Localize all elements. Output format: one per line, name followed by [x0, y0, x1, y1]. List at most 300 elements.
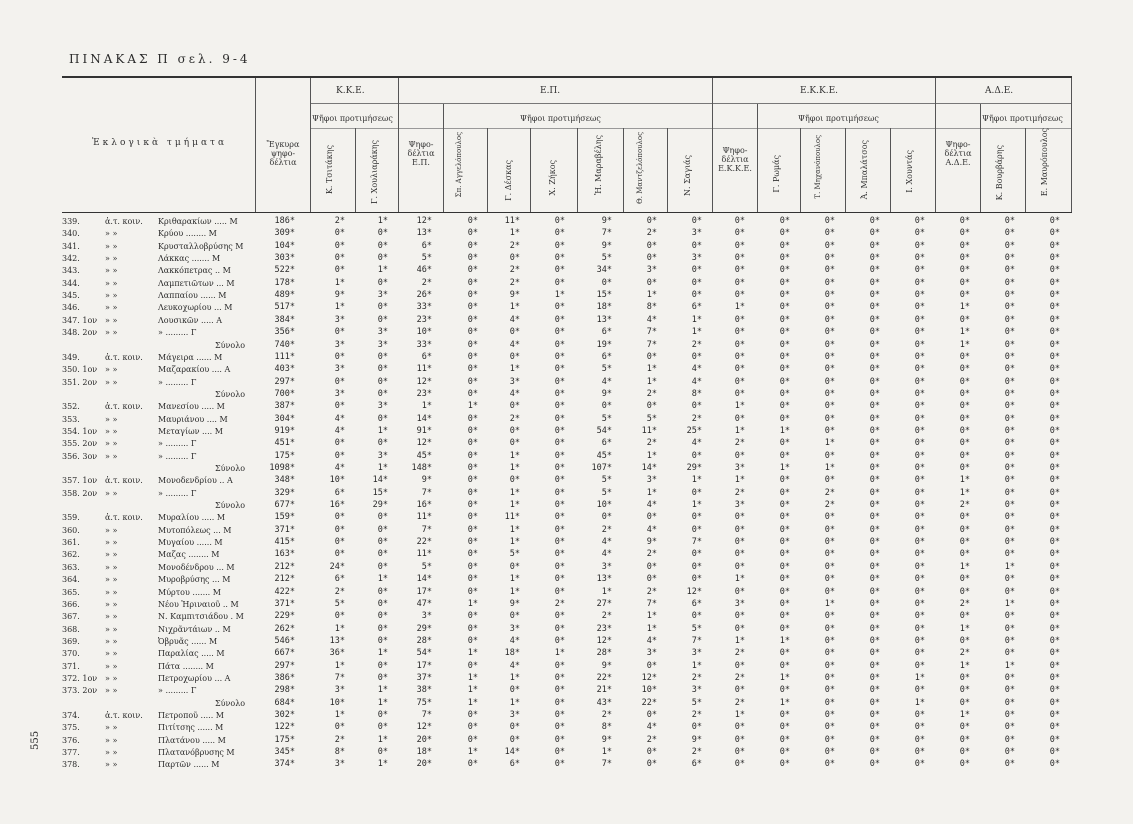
row-type: » » — [105, 760, 118, 770]
row-type: » » — [105, 439, 118, 449]
vote-cell: 0* — [824, 277, 835, 288]
vote-cell: 0* — [959, 747, 970, 758]
vote-cell: 0* — [1049, 500, 1060, 511]
vote-cell: 0* — [1004, 290, 1015, 301]
vote-cell: 0* — [914, 574, 925, 585]
vote-cell: 0* — [779, 648, 790, 659]
vote-cell: 1* — [824, 598, 835, 609]
vote-cell: 0* — [1049, 672, 1060, 683]
vote-cell: 0* — [646, 240, 657, 251]
vote-cell: 37* — [416, 672, 432, 683]
row-type: » » — [105, 599, 118, 609]
vote-cell: 1* — [377, 697, 388, 708]
vote-cell: 26* — [416, 290, 432, 301]
vote-cell: 9* — [509, 598, 520, 609]
vote-cell: 0* — [869, 290, 880, 301]
vote-cell: 10* — [329, 697, 345, 708]
top-rule — [62, 76, 1072, 78]
district-name: Κρυσταλλοβρύσης Μ — [158, 241, 244, 251]
vote-cell: 0* — [734, 376, 745, 387]
row-number: 364. — [62, 575, 80, 585]
vote-cell: 302* — [274, 710, 295, 720]
kke-pref-header: Ψῆφοι προτιμήσεως — [312, 114, 393, 123]
vote-cell: 0* — [824, 537, 835, 548]
vote-cell: 0* — [691, 240, 702, 251]
vote-cell: 22* — [416, 537, 432, 548]
table-row — [0, 661, 1133, 672]
vote-cell: 1* — [734, 475, 745, 486]
vote-cell: 1* — [554, 648, 565, 659]
vote-cell: 0* — [601, 277, 612, 288]
district-name: Κρύου ........ Μ — [158, 229, 217, 239]
vote-cell: 0* — [554, 463, 565, 473]
row-type: » » — [105, 550, 118, 560]
vote-cell: 0* — [377, 722, 388, 733]
vote-cell: 1* — [509, 537, 520, 548]
row-type: » » — [105, 587, 118, 597]
header-divider — [530, 128, 531, 212]
vote-cell: 5* — [691, 697, 702, 708]
vote-cell: 0* — [509, 722, 520, 733]
vote-cell: 0* — [779, 253, 790, 264]
vote-cell: 0* — [869, 722, 880, 733]
vote-cell: 1* — [734, 401, 745, 412]
vote-cell: 0* — [914, 561, 925, 572]
vote-cell: 0* — [869, 537, 880, 548]
vote-cell: 0* — [377, 561, 388, 572]
vote-cell: 0* — [1004, 710, 1015, 720]
vote-cell: 0* — [691, 351, 702, 362]
row-number: 340. — [62, 229, 80, 239]
vote-cell: 0* — [734, 450, 745, 461]
row-type: » » — [105, 278, 118, 288]
vote-cell: 5* — [421, 253, 432, 264]
row-type: » » — [105, 538, 118, 548]
vote-cell: 0* — [1004, 364, 1015, 375]
vote-cell: 0* — [377, 512, 388, 523]
vote-cell: 0* — [467, 302, 478, 313]
vote-cell: 0* — [377, 240, 388, 251]
vote-cell: 0* — [734, 660, 745, 671]
vote-cell: 8* — [334, 747, 345, 758]
row-number: 366. — [62, 599, 80, 609]
row-type: » » — [105, 266, 118, 276]
vote-cell: 0* — [1004, 611, 1015, 622]
vote-cell: 0* — [1049, 351, 1060, 362]
vote-cell: 29* — [372, 500, 388, 511]
district-name: Μαζαρακίου .... Α — [158, 365, 231, 375]
vote-cell: 11* — [416, 364, 432, 375]
vote-cell: 0* — [509, 438, 520, 449]
vote-cell: 0* — [1049, 302, 1060, 313]
row-type: ἀ.τ. κοιν. — [105, 513, 143, 523]
row-number: 346. — [62, 303, 80, 313]
ekke-pref-header: Ψῆφοι προτιμήσεως — [798, 114, 879, 123]
table-row — [0, 364, 1133, 375]
vote-cell: 0* — [334, 265, 345, 276]
row-number: 374. — [62, 711, 80, 720]
vote-cell: 0* — [377, 388, 388, 399]
vote-cell: 0* — [824, 413, 835, 424]
row-type: » » — [105, 649, 118, 659]
vote-cell: 0* — [646, 747, 657, 758]
row-number: 344. — [62, 278, 80, 288]
vote-cell: 9* — [601, 216, 612, 226]
vote-cell: 0* — [869, 598, 880, 609]
vote-cell: 0* — [509, 734, 520, 745]
vote-cell: 10* — [416, 327, 432, 338]
vote-cell: 0* — [869, 561, 880, 572]
vote-cell: 0* — [467, 734, 478, 745]
vote-cell: 21* — [596, 685, 612, 696]
vote-cell: 0* — [377, 314, 388, 325]
vote-cell: 1098* — [269, 463, 295, 473]
vote-cell: 0* — [779, 339, 790, 350]
vote-cell: 1* — [509, 302, 520, 313]
vote-cell: 0* — [824, 253, 835, 264]
row-type: » » — [105, 612, 118, 622]
table-row — [0, 648, 1133, 659]
header-divider — [890, 128, 891, 212]
vote-cell: 0* — [959, 388, 970, 399]
vote-cell: 0* — [824, 240, 835, 251]
row-type: » » — [105, 254, 118, 264]
header-divider — [1071, 78, 1072, 212]
vote-cell: 0* — [869, 759, 880, 770]
row-type: ἀ.τ. κοιν. — [105, 476, 143, 486]
vote-cell: 0* — [1004, 672, 1015, 683]
row-type: » » — [105, 562, 118, 572]
vote-cell: 0* — [959, 351, 970, 362]
vote-cell: 3* — [377, 401, 388, 412]
vote-cell: 91* — [416, 425, 432, 436]
vote-cell: 0* — [734, 339, 745, 350]
vote-cell: 5* — [334, 598, 345, 609]
vote-cell: 11* — [416, 549, 432, 560]
vote-cell: 919* — [274, 425, 295, 436]
vote-cell: 0* — [1004, 648, 1015, 659]
vote-cell: 0* — [467, 635, 478, 646]
vote-cell: 4* — [646, 635, 657, 646]
vote-cell: 1* — [554, 290, 565, 301]
vote-cell: 2* — [959, 648, 970, 659]
vote-cell: 0* — [914, 302, 925, 313]
vote-cell: 0* — [734, 586, 745, 597]
candidate-header: Χ. Ζήκος — [548, 160, 557, 196]
vote-cell: 0* — [869, 512, 880, 523]
vote-cell: 0* — [959, 425, 970, 436]
vote-cell: 415* — [274, 537, 295, 548]
vote-cell: 13* — [596, 314, 612, 325]
vote-cell: 4* — [601, 376, 612, 387]
vote-cell: 1* — [646, 611, 657, 622]
vote-cell: 0* — [869, 240, 880, 251]
district-name: Μαζας ........ Μ — [158, 550, 220, 560]
vote-cell: 0* — [377, 549, 388, 560]
vote-cell: 3* — [691, 253, 702, 264]
vote-cell: 1* — [334, 660, 345, 671]
row-type: » » — [105, 661, 118, 671]
vote-cell: 3* — [377, 290, 388, 301]
vote-cell: 0* — [824, 734, 835, 745]
vote-cell: 0* — [959, 216, 970, 226]
vote-cell: 2* — [734, 672, 745, 683]
row-number: 373. 2ον — [62, 686, 98, 696]
vote-cell: 4* — [691, 364, 702, 375]
vote-cell: 0* — [914, 487, 925, 498]
vote-cell: 0* — [734, 351, 745, 362]
vote-cell: 7* — [601, 228, 612, 239]
ade-pref-header: Ψῆφοι προτιμήσεως — [982, 114, 1063, 123]
vote-cell: 0* — [554, 512, 565, 523]
vote-cell: 0* — [959, 228, 970, 239]
table-row — [0, 352, 1133, 363]
header-divider — [255, 78, 256, 212]
vote-cell: 0* — [779, 265, 790, 276]
vote-cell: 0* — [1049, 561, 1060, 572]
vote-cell: 0* — [554, 438, 565, 449]
vote-cell: 0* — [377, 228, 388, 239]
vote-cell: 1* — [734, 710, 745, 720]
vote-cell: 0* — [467, 290, 478, 301]
row-number: 347. 1ον — [62, 315, 98, 325]
row-number: 341. — [62, 241, 80, 251]
vote-cell: 12* — [596, 635, 612, 646]
vote-cell: 29* — [686, 463, 702, 473]
vote-cell: 329* — [274, 487, 295, 498]
vote-cell: 0* — [554, 376, 565, 387]
header-divider — [577, 128, 578, 212]
vote-cell: 3* — [334, 364, 345, 375]
vote-cell: 0* — [914, 623, 925, 634]
header-divider — [935, 78, 936, 212]
vote-cell: 6* — [691, 759, 702, 770]
vote-cell: 0* — [824, 425, 835, 436]
vote-cell: 47* — [416, 598, 432, 609]
vote-cell: 0* — [824, 759, 835, 770]
table-row — [0, 228, 1133, 239]
district-name: Νιχρᾶντάιων .. Μ — [158, 624, 231, 634]
vote-cell: 0* — [691, 265, 702, 276]
district-name: Σύνολο — [215, 340, 246, 350]
row-type: » » — [105, 426, 118, 436]
vote-cell: 304* — [274, 413, 295, 424]
vote-cell: 111* — [274, 351, 295, 362]
vote-cell: 3* — [334, 685, 345, 696]
table-row — [0, 475, 1133, 486]
vote-cell: 0* — [467, 537, 478, 548]
vote-cell: 0* — [869, 314, 880, 325]
vote-cell: 6* — [421, 240, 432, 251]
vote-cell: 0* — [914, 339, 925, 350]
vote-cell: 54* — [416, 648, 432, 659]
vote-cell: 18* — [416, 747, 432, 758]
page-number: 555 — [30, 730, 41, 750]
vote-cell: 0* — [646, 710, 657, 720]
vote-cell: 2* — [601, 611, 612, 622]
vote-cell: 2* — [691, 413, 702, 424]
vote-cell: 0* — [554, 314, 565, 325]
vote-cell: 0* — [554, 500, 565, 511]
vote-cell: 0* — [691, 561, 702, 572]
vote-cell: 0* — [869, 500, 880, 511]
table-row — [0, 512, 1133, 523]
district-name: Μύρτου ....... Μ — [158, 587, 221, 597]
vote-cell: 1* — [509, 697, 520, 708]
vote-cell: 0* — [824, 586, 835, 597]
header-divider — [712, 78, 713, 212]
vote-cell: 0* — [1049, 598, 1060, 609]
vote-cell: 0* — [646, 574, 657, 585]
vote-cell: 0* — [467, 500, 478, 511]
vote-cell: 0* — [959, 672, 970, 683]
vote-cell: 0* — [869, 364, 880, 375]
vote-cell: 0* — [734, 290, 745, 301]
vote-cell: 0* — [779, 401, 790, 412]
vote-cell: 0* — [734, 524, 745, 535]
vote-cell: 10* — [641, 685, 657, 696]
vote-cell: 2* — [421, 277, 432, 288]
vote-cell: 4* — [646, 524, 657, 535]
vote-cell: 2* — [646, 438, 657, 449]
vote-cell: 0* — [1049, 623, 1060, 634]
vote-cell: 262* — [274, 623, 295, 634]
vote-cell: 0* — [734, 611, 745, 622]
vote-cell: 0* — [554, 327, 565, 338]
vote-cell: 0* — [734, 561, 745, 572]
table-row — [0, 611, 1133, 622]
vote-cell: 3* — [334, 314, 345, 325]
vote-cell: 0* — [554, 611, 565, 622]
vote-cell: 0* — [1004, 500, 1015, 511]
vote-cell: 0* — [1049, 747, 1060, 758]
vote-cell: 0* — [554, 364, 565, 375]
vote-cell: 0* — [467, 376, 478, 387]
district-name: » ......... Γ — [158, 328, 197, 338]
vote-cell: 0* — [1004, 747, 1015, 758]
vote-cell: 9* — [601, 660, 612, 671]
ade-header: Α.Δ.Ε. — [985, 86, 1014, 96]
vote-cell: 0* — [467, 327, 478, 338]
vote-cell: 0* — [869, 401, 880, 412]
row-number: 363. — [62, 562, 80, 572]
vote-cell: 1* — [467, 598, 478, 609]
vote-cell: 0* — [467, 240, 478, 251]
vote-cell: 0* — [554, 228, 565, 239]
vote-cell: 0* — [824, 561, 835, 572]
vote-cell: 1* — [824, 463, 835, 473]
vote-cell: 107* — [591, 463, 612, 473]
row-type: » » — [105, 315, 118, 325]
vote-cell: 0* — [377, 364, 388, 375]
vote-cell: 0* — [869, 747, 880, 758]
vote-cell: 0* — [467, 710, 478, 720]
vote-cell: 12* — [416, 438, 432, 449]
vote-cell: 1* — [646, 290, 657, 301]
vote-cell: 0* — [779, 500, 790, 511]
district-name: Πετροποῦ ..... Μ — [158, 711, 224, 720]
row-type: » » — [105, 748, 118, 758]
district-name: Μυραλίου ..... Μ — [158, 513, 226, 523]
vote-cell: 7* — [646, 598, 657, 609]
district-name: Πάτα ........ Μ — [158, 661, 214, 671]
vote-cell: 0* — [334, 351, 345, 362]
vote-cell: 2* — [646, 228, 657, 239]
vote-cell: 6* — [601, 438, 612, 449]
vote-cell: 0* — [1004, 401, 1015, 412]
vote-cell: 1* — [509, 574, 520, 585]
vote-cell: 1* — [467, 697, 478, 708]
vote-cell: 422* — [274, 586, 295, 597]
vote-cell: 517* — [274, 302, 295, 313]
vote-cell: 0* — [824, 660, 835, 671]
vote-cell: 1* — [734, 574, 745, 585]
vote-cell: 163* — [274, 549, 295, 560]
vote-cell: 0* — [554, 722, 565, 733]
vote-cell: 7* — [421, 524, 432, 535]
vote-cell: 11* — [416, 512, 432, 523]
table-row — [0, 525, 1133, 536]
vote-cell: 4* — [509, 314, 520, 325]
vote-cell: 0* — [554, 672, 565, 683]
vote-cell: 3* — [734, 598, 745, 609]
vote-cell: 7* — [334, 672, 345, 683]
row-number: 377. — [62, 748, 80, 758]
row-number: 368. — [62, 624, 80, 634]
district-name: Μεταγίων .... Μ — [158, 426, 223, 436]
vote-cell: 4* — [509, 635, 520, 646]
district-name: Πλατάνου ..... Μ — [158, 735, 226, 745]
table-row — [0, 549, 1133, 560]
district-name: Λακκόπετρας .. Μ — [158, 266, 231, 276]
table-row — [0, 574, 1133, 585]
row-type: » » — [105, 488, 118, 498]
vote-cell: 0* — [509, 401, 520, 412]
vote-cell: 10* — [329, 475, 345, 486]
vote-cell: 0* — [334, 450, 345, 461]
vote-cell: 0* — [334, 549, 345, 560]
vote-cell: 0* — [467, 512, 478, 523]
vote-cell: 28* — [596, 648, 612, 659]
district-name: Παραλίας ..... Μ — [158, 649, 225, 659]
vote-cell: 0* — [869, 648, 880, 659]
table-row — [0, 340, 1133, 351]
ep-ballots-header: Ψηφο-δέλτια Ε.Π. — [407, 140, 435, 167]
vote-cell: 0* — [779, 327, 790, 338]
vote-cell: 23* — [596, 623, 612, 634]
vote-cell: 0* — [334, 376, 345, 387]
district-name: Σύνολο — [215, 464, 246, 473]
vote-cell: 0* — [1004, 413, 1015, 424]
vote-cell: 7* — [601, 759, 612, 770]
vote-cell: 0* — [691, 216, 702, 226]
vote-cell: 0* — [959, 685, 970, 696]
vote-cell: 0* — [554, 487, 565, 498]
table-row — [0, 401, 1133, 412]
candidate-header: Σπ. Αγγελόπουλος — [455, 132, 463, 198]
vote-cell: 0* — [959, 759, 970, 770]
vote-cell: 22* — [596, 672, 612, 683]
vote-cell: 0* — [377, 351, 388, 362]
header-divider — [355, 128, 356, 212]
vote-cell: 0* — [824, 265, 835, 276]
vote-cell: 0* — [779, 216, 790, 226]
row-type: » » — [105, 723, 118, 733]
vote-cell: 0* — [734, 512, 745, 523]
vote-cell: 0* — [1049, 339, 1060, 350]
vote-cell: 0* — [914, 240, 925, 251]
vote-cell: 0* — [467, 339, 478, 350]
